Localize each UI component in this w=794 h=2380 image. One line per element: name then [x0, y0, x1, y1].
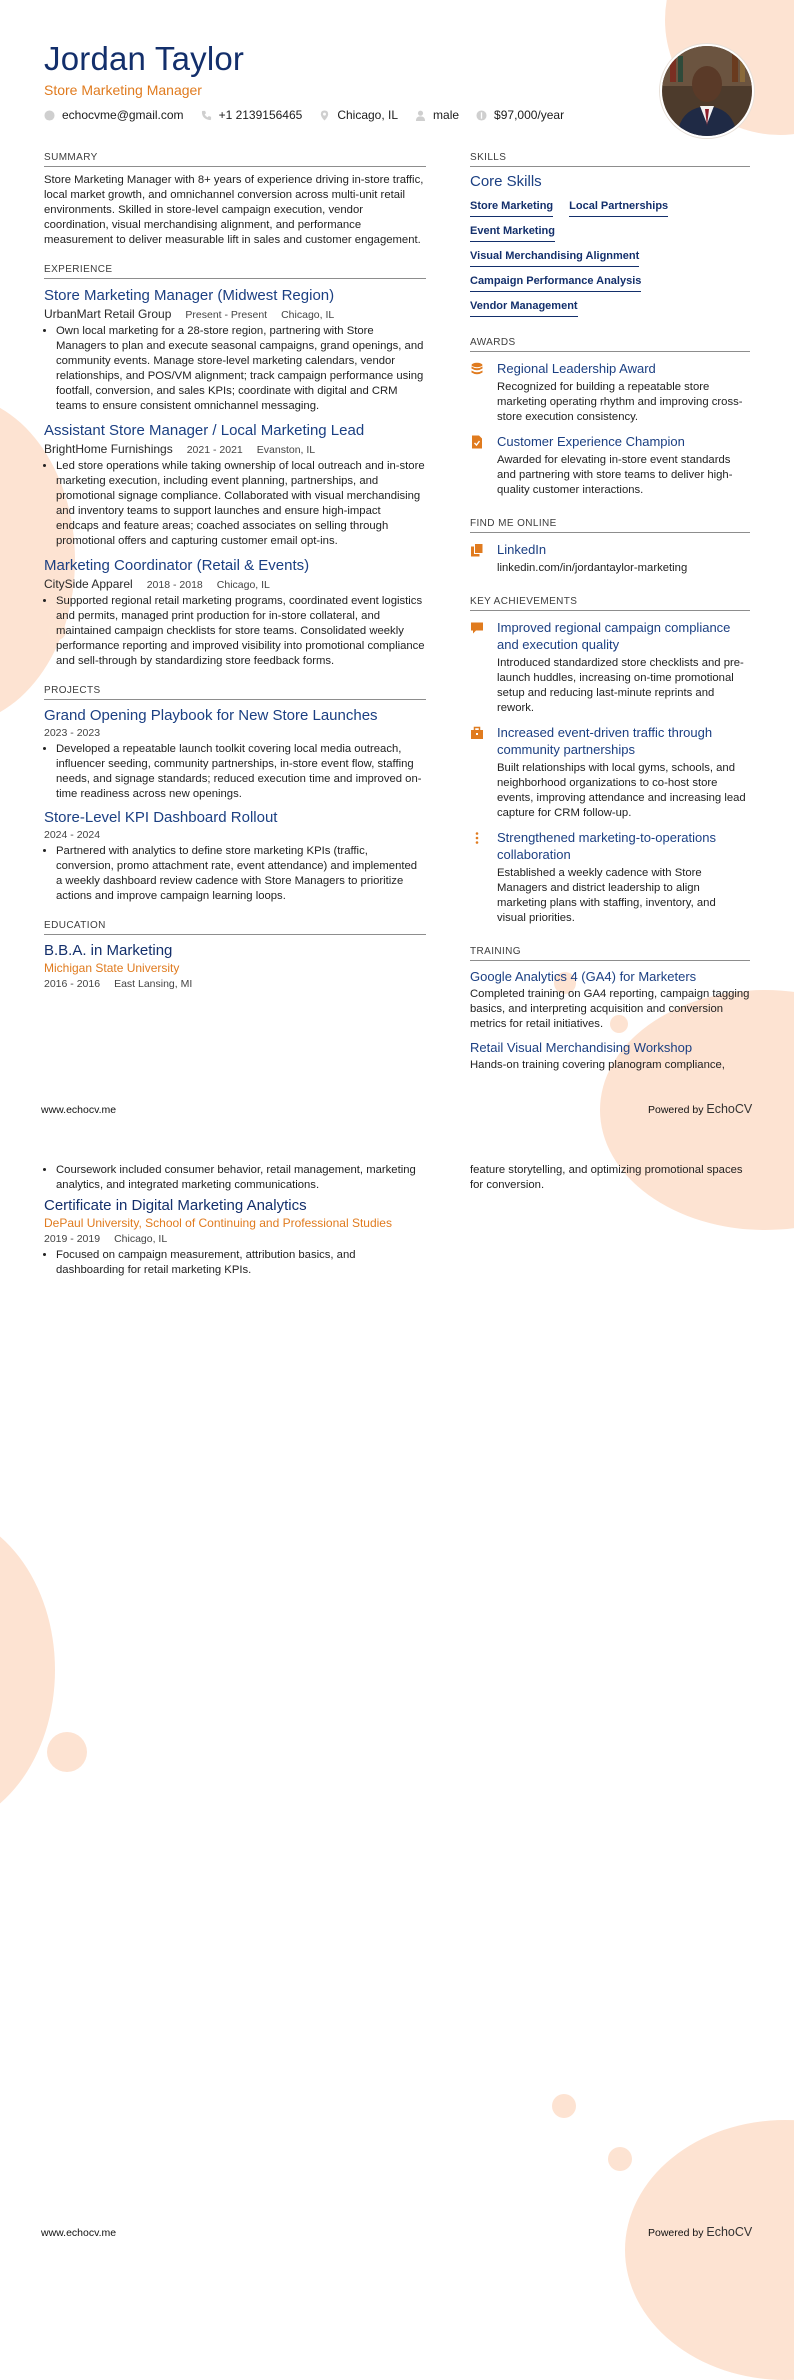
phone-icon — [201, 110, 212, 121]
salary-icon — [476, 110, 487, 121]
education-meta — [44, 978, 426, 990]
skill-tag: Campaign Performance Analysis — [470, 269, 641, 292]
candidate-title: Store Marketing Manager — [44, 82, 202, 98]
training-title: Google Analytics 4 (GA4) for Marketers — [470, 969, 697, 984]
awards-heading: AWARDS — [470, 337, 750, 352]
skills-group-title: Core Skills — [470, 173, 542, 190]
footer-powered-label: Powered by — [648, 1104, 704, 1116]
skill-tag: Event Marketing — [470, 219, 555, 242]
achievements-heading: KEY ACHIEVEMENTS — [470, 596, 750, 611]
resume-page-2 — [0, 1123, 794, 2246]
education-item — [44, 942, 426, 990]
job-bullet: • Own local marketing for a 28-store region, partnering with Store Managers to plan and execute seasonal campaigns, grand openings, and community events. Manage store-level marketing calendars, vendor relationships, and POS/VM alignment; track campaign performance using footfall, conversion, and sales KPIs; coordinate with digital and CRM teams to ensure consistent omnichannel messaging. — [56, 324, 426, 414]
left-column — [44, 152, 426, 990]
right-column-continued — [470, 1163, 750, 1193]
project-bullets — [44, 742, 426, 802]
contact-phone-text: +1 2139156465 — [218, 108, 303, 122]
job-bullet: • Led store operations while taking ownership of local outreach and in-store marketing execution, including event planning, partnerships, and promotional signage compliance. Collaborated with visual merchandising and inventory teams to support launches and ensure high-impact endcaps and feature areas; coached associates on selling through promotional offers and capturing customer email opt-ins. — [56, 459, 426, 549]
skill-tag: Store Marketing — [470, 194, 553, 217]
job-meta — [44, 442, 426, 456]
job-title: Store Marketing Manager (Midwest Region) — [44, 287, 335, 304]
achievement-item — [470, 724, 750, 821]
achievement-item — [470, 829, 750, 926]
job-meta — [44, 577, 426, 591]
job-title: Assistant Store Manager / Local Marketing Lead — [44, 422, 365, 439]
contact-salary — [476, 108, 564, 122]
education-school: DePaul University, School of Continuing and Professional Studies — [44, 1216, 392, 1230]
right-column — [470, 152, 750, 1073]
footer-powered — [648, 1102, 752, 1116]
footer-powered — [648, 2225, 752, 2239]
contact-gender — [415, 108, 459, 122]
project-meta — [44, 829, 426, 841]
achievement-title: Increased event-driven traffic through community partnerships — [497, 725, 713, 757]
online-heading: FIND ME ONLINE — [470, 518, 750, 533]
project-title: Grand Opening Playbook for New Store Launches — [44, 707, 378, 724]
online-link[interactable]: linkedin.com/in/jordantaylor-marketing — [497, 562, 688, 574]
job-company: BrightHome Furnishings — [44, 442, 173, 456]
copy-icon — [470, 543, 484, 557]
award-title: Regional Leadership Award — [497, 361, 656, 376]
training-heading: TRAINING — [470, 946, 750, 961]
training-title: Retail Visual Merchandising Workshop — [470, 1040, 693, 1055]
job-dates: Present - Present — [185, 309, 268, 321]
document-icon — [470, 435, 484, 449]
award-item — [470, 360, 750, 425]
project-item — [44, 809, 426, 904]
education-bullet: • Focused on campaign measurement, attribution basics, and dashboarding for retail marketing KPIs. — [56, 1248, 426, 1278]
contact-email[interactable] — [44, 108, 184, 122]
online-title: LinkedIn — [497, 542, 547, 557]
contact-phone[interactable] — [201, 108, 303, 122]
footer-brand-logo: EchoCV — [706, 1102, 753, 1116]
job-dates: 2021 - 2021 — [186, 444, 243, 456]
achievement-text: Established a weekly cadence with Store Managers and district leadership to align marketing plans with staffing, inventory, and visual priorities. — [497, 867, 716, 924]
training-item — [470, 969, 750, 1032]
job-bullets — [44, 459, 426, 549]
contact-location-text: Chicago, IL — [337, 108, 399, 122]
job-company: CitySide Apparel — [44, 577, 133, 591]
education-school: Michigan State University — [44, 961, 180, 975]
education-meta — [44, 1233, 426, 1245]
job-company: UrbanMart Retail Group — [44, 307, 172, 321]
education-dates: 2019 - 2019 — [44, 1233, 101, 1245]
skill-tag: Visual Merchandising Alignment — [470, 244, 639, 267]
job-meta — [44, 307, 426, 321]
job-location: Chicago, IL — [281, 309, 335, 321]
candidate-name: Jordan Taylor — [44, 40, 245, 77]
footer-powered-label: Powered by — [648, 2227, 704, 2239]
job-bullet: • Supported regional retail marketing programs, coordinated event logistics and permits, managed print production for in-store collateral, and maintained campaign checklists for store teams. Consolidated weekly performance reporting and improved visibility into promotional compliance and sell-through by standardizing store feedback forms. — [56, 594, 426, 669]
training-text: Completed training on GA4 reporting, campaign tagging basics, and interpreting acquisition and conversion metrics for retail initiatives. — [470, 988, 750, 1030]
education-item — [44, 1197, 426, 1278]
summary-text: Store Marketing Manager with 8+ years of experience driving in-store traffic, local market growth, and omnichannel conversion across multi-unit retail environments. Skilled in store-level campaign execution, vendor coordination, visual merchandising alignment, and performance measurement to deliver measurable lift in sales and customer engagement. — [44, 174, 424, 246]
project-meta — [44, 727, 426, 739]
resume-page-1 — [0, 0, 794, 1123]
award-title: Customer Experience Champion — [497, 434, 685, 449]
footer-website[interactable]: www.echocv.me — [41, 1104, 117, 1116]
education-heading: EDUCATION — [44, 920, 426, 935]
training-text: Hands-on training covering planogram compliance, — [470, 1059, 725, 1071]
contact-bar — [44, 108, 581, 122]
dots-icon — [470, 831, 484, 845]
education-bullet: • Coursework included consumer behavior, retail management, marketing analytics, and integrated marketing communications. — [56, 1163, 426, 1193]
project-title: Store-Level KPI Dashboard Rollout — [44, 809, 278, 826]
education-location: Chicago, IL — [114, 1233, 168, 1245]
experience-heading: EXPERIENCE — [44, 264, 426, 279]
training-item — [470, 1040, 750, 1073]
achievement-text: Introduced standardized store checklists and pre-launch huddles, increasing on-time promotional setup and reducing last-minute reprints and rework. — [497, 657, 744, 714]
award-text: Awarded for elevating in-store event standards and partnering with store teams to deliver high-quality customer interactions. — [497, 454, 733, 496]
projects-heading: PROJECTS — [44, 685, 426, 700]
education-bullets — [44, 1163, 426, 1193]
skill-tag: Local Partnerships — [569, 194, 668, 217]
experience-item — [44, 287, 426, 414]
job-title: Marketing Coordinator (Retail & Events) — [44, 557, 310, 574]
footer-website[interactable]: www.echocv.me — [41, 2227, 117, 2239]
briefcase-icon — [470, 726, 484, 740]
profile-photo — [660, 44, 754, 138]
person-icon — [415, 110, 426, 121]
contact-gender-text: male — [433, 108, 460, 122]
achievement-title: Improved regional campaign compliance and execution quality — [497, 620, 731, 652]
experience-item — [44, 557, 426, 669]
education-dates: 2016 - 2016 — [44, 978, 101, 990]
education-location: East Lansing, MI — [114, 978, 193, 990]
project-bullet: • Developed a repeatable launch toolkit covering local media outreach, influencer seeding, community partnerships, in-store event flow, staffing needs, and signage standards; reduced execution time and improved on-time readiness across new openings. — [56, 742, 426, 802]
education-degree: B.B.A. in Marketing — [44, 942, 173, 959]
email-icon — [44, 110, 55, 121]
job-location: Evanston, IL — [256, 444, 316, 456]
education-degree: Certificate in Digital Marketing Analytics — [44, 1197, 307, 1214]
award-text: Recognized for building a repeatable store marketing operating rhythm and improving cross-store execution consistency. — [497, 381, 743, 423]
project-dates: 2023 - 2023 — [44, 727, 101, 739]
experience-item — [44, 422, 426, 549]
project-item — [44, 707, 426, 802]
achievement-title: Strengthened marketing-to-operations collaboration — [497, 830, 716, 862]
coins-icon — [470, 362, 484, 376]
project-bullets — [44, 844, 426, 904]
contact-salary-text: $97,000/year — [494, 108, 565, 122]
achievement-item — [470, 619, 750, 716]
project-bullet: • Partnered with analytics to define store marketing KPIs (traffic, conversion, promo attachment rate, event attendance) and implemented a weekly dashboard review cadence with Store Managers to prioritize actions and improve campaign learning loops. — [56, 844, 426, 904]
left-column-continued — [44, 1163, 426, 1278]
job-bullets — [44, 594, 426, 669]
contact-email-text: echocvme@gmail.com — [62, 108, 184, 122]
location-pin-icon — [319, 110, 330, 121]
contact-location — [319, 108, 398, 122]
skills-list — [470, 192, 750, 317]
online-item-linkedin[interactable] — [470, 541, 750, 576]
chat-icon — [470, 621, 484, 635]
skills-heading: SKILLS — [470, 152, 750, 167]
job-dates: 2018 - 2018 — [146, 579, 203, 591]
summary-heading: SUMMARY — [44, 152, 426, 167]
education-bullets — [44, 1248, 426, 1278]
training-text-continued: feature storytelling, and optimizing promotional spaces for conversion. — [470, 1164, 743, 1191]
skill-tag: Vendor Management — [470, 294, 578, 317]
job-bullets — [44, 324, 426, 414]
footer-brand-logo: EchoCV — [706, 2225, 753, 2239]
award-item — [470, 433, 750, 498]
job-location: Chicago, IL — [216, 579, 270, 591]
project-dates: 2024 - 2024 — [44, 829, 101, 841]
achievement-text: Built relationships with local gyms, schools, and neighborhood organizations to co-host store events, improving attendance and increasing lead capture for CRM follow-up. — [497, 762, 746, 819]
